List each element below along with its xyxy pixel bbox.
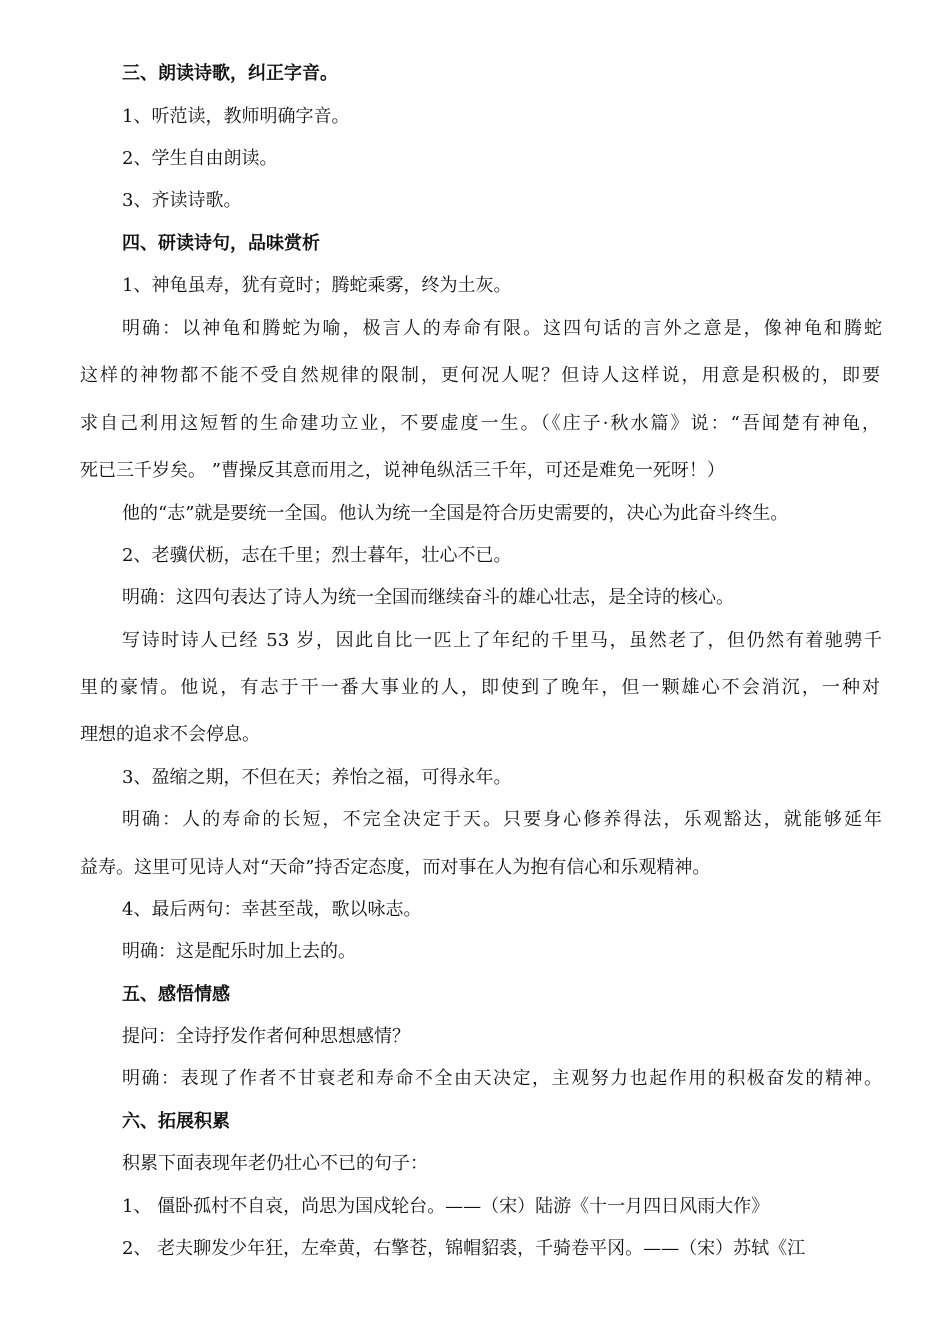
list-item: 3、盈缩之期，不但在天；养怡之福，可得永年。 [122, 767, 512, 788]
list-item: 2、 老夫聊发少年狂，左牵黄，右擎苍，锦帽貂裘，千骑卷平冈。——（宋）苏轼《江 [122, 1238, 806, 1259]
paragraph-line: 写诗时诗人已经 53 岁，因此自比一匹上了年纪的千里马，虽然老了，但仍然有着驰骋千 [122, 630, 882, 651]
list-item: 1、 僵卧孤村不自哀，尚思为国戍轮台。——（宋）陆游《十一月四日风雨大作》 [122, 1196, 770, 1217]
paragraph-line: 明确：表现了作者不甘衰老和寿命不全由天决定，主观努力也起作用的积极奋发的精神。 [122, 1068, 882, 1089]
list-item: 2、老骥伏枥，志在千里；烈士暮年，壮心不已。 [122, 545, 512, 566]
paragraph-line: 这样的神物都不能不受自然规律的限制，更何况人呢？但诗人这样说，用意是积极的，即要 [80, 365, 880, 386]
paragraph-line: 明确：以神龟和腾蛇为喻，极言人的寿命有限。这四句话的言外之意是，像神龟和腾蛇 [122, 318, 882, 339]
list-item: 1、神龟虽寿，犹有竟时；腾蛇乘雾，终为土灰。 [122, 275, 512, 296]
paragraph-line: 提问：全诗抒发作者何种思想感情？ [122, 1026, 410, 1047]
paragraph-line: 明确：这四句表达了诗人为统一全国而继续奋斗的雄心壮志，是全诗的核心。 [122, 587, 734, 608]
paragraph-line: 积累下面表现年老仍壮心不已的句子： [122, 1153, 428, 1174]
paragraph-line: 死已三千岁矣。 ”曹操反其意而用之，说神龟纵活三千年，可还是难免一死呀！） [80, 460, 725, 481]
section-heading: 四、研读诗句，品味赏析 [122, 233, 320, 254]
section-heading: 五、感悟情感 [122, 984, 230, 1005]
list-item: 2、学生自由朗读。 [122, 148, 278, 169]
paragraph-line: 他的“志”就是要统一全国。他认为统一全国是符合历史需要的，决心为此奋斗终生。 [122, 503, 789, 524]
paragraph-line: 明确：人的寿命的长短，不完全决定于天。只要身心修养得法，乐观豁达，就能够延年 [122, 809, 882, 830]
list-item: 1、听范读，教师明确字音。 [122, 106, 350, 127]
list-item: 3、齐读诗歌。 [122, 190, 242, 211]
paragraph-line: 明确：这是配乐时加上去的。 [122, 941, 356, 962]
paragraph-line: 理想的追求不会停息。 [80, 724, 260, 745]
paragraph-line: 求自己利用这短暂的生命建功立业，不要虚度一生。（《庄子·秋水篇》说：“吾闻楚有神龟， [80, 413, 880, 434]
list-item: 4、最后两句：幸甚至哉，歌以咏志。 [122, 899, 422, 920]
paragraph-line: 益寿。这里可见诗人对“天命”持否定态度，而对事在人为抱有信心和乐观精神。 [80, 857, 711, 878]
paragraph-line: 里的豪情。他说，有志于干一番大事业的人，即使到了晚年，但一颗雄心不会消沉，一种对 [80, 677, 880, 698]
section-heading: 六、拓展积累 [122, 1111, 230, 1132]
section-heading: 三、朗读诗歌，纠正字音。 [122, 63, 338, 84]
